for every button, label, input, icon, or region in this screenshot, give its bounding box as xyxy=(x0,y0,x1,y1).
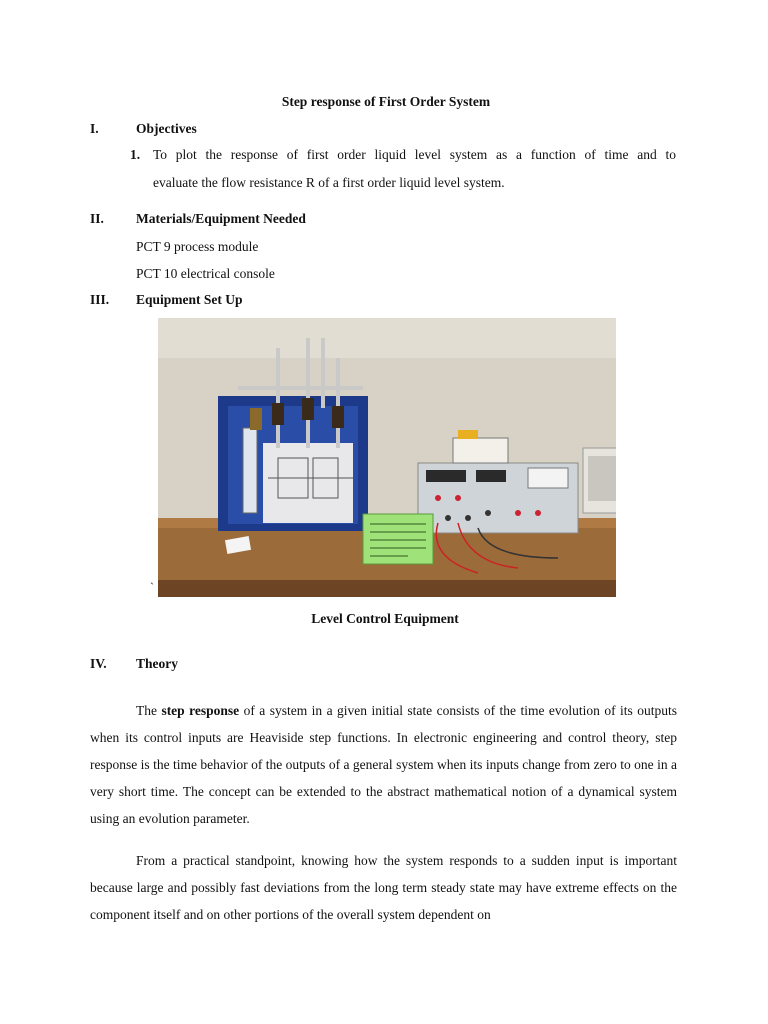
material-item-2: PCT 10 electrical console xyxy=(136,266,275,281)
section-numeral: IV. xyxy=(90,656,107,671)
theory-p1-pre: The xyxy=(136,703,162,718)
section-numeral: I. xyxy=(90,121,99,136)
section-heading: Materials/Equipment Needed xyxy=(136,211,306,226)
theory-p2-text: From a practical standpoint, knowing how the system responds to a sudden input is important because large and possibly fast deviations from the long term steady state may have extreme effects on the component itself and on other portions of the overall system dependent on xyxy=(90,853,677,922)
section-numeral: II. xyxy=(90,211,104,226)
objective-line-2: evaluate the flow resistance R of a first order liquid level system. xyxy=(153,175,505,190)
theory-p1-rest: of a system in a given initial state consists of the time evolution of its outputs when its control inputs are Heaviside step functions. In electronic engineering and control theory, step response is the time behavior of the outputs of a general system when its inputs change from zero to one in a very short time. The concept can be extended to the abstract mathematical notion of a dynamical system using an evolution parameter. xyxy=(90,703,677,826)
equipment-photo-illustration xyxy=(158,318,616,597)
section-heading: Equipment Set Up xyxy=(136,292,243,307)
material-item-1: PCT 9 process module xyxy=(136,239,259,254)
figure-caption: Level Control Equipment xyxy=(311,611,459,626)
section-setup-heading xyxy=(90,292,243,308)
objective-number: 1. xyxy=(130,147,141,162)
page-title: Step response of First Order System xyxy=(281,94,491,109)
section-heading: Theory xyxy=(136,656,178,671)
section-materials-heading xyxy=(90,211,306,227)
section-theory-heading xyxy=(90,656,178,672)
section-heading: Objectives xyxy=(136,121,197,136)
equipment-photo xyxy=(158,318,616,597)
objective-line-1: To plot the response of first order liquid level system as a function of time and to xyxy=(153,147,676,162)
theory-p1-bold: step response xyxy=(161,703,240,718)
theory-paragraph-2 xyxy=(90,847,677,928)
figure-mark: ` xyxy=(150,580,154,594)
section-numeral: III. xyxy=(90,292,110,307)
section-objectives-heading xyxy=(90,121,197,137)
theory-paragraph-1 xyxy=(90,697,677,832)
